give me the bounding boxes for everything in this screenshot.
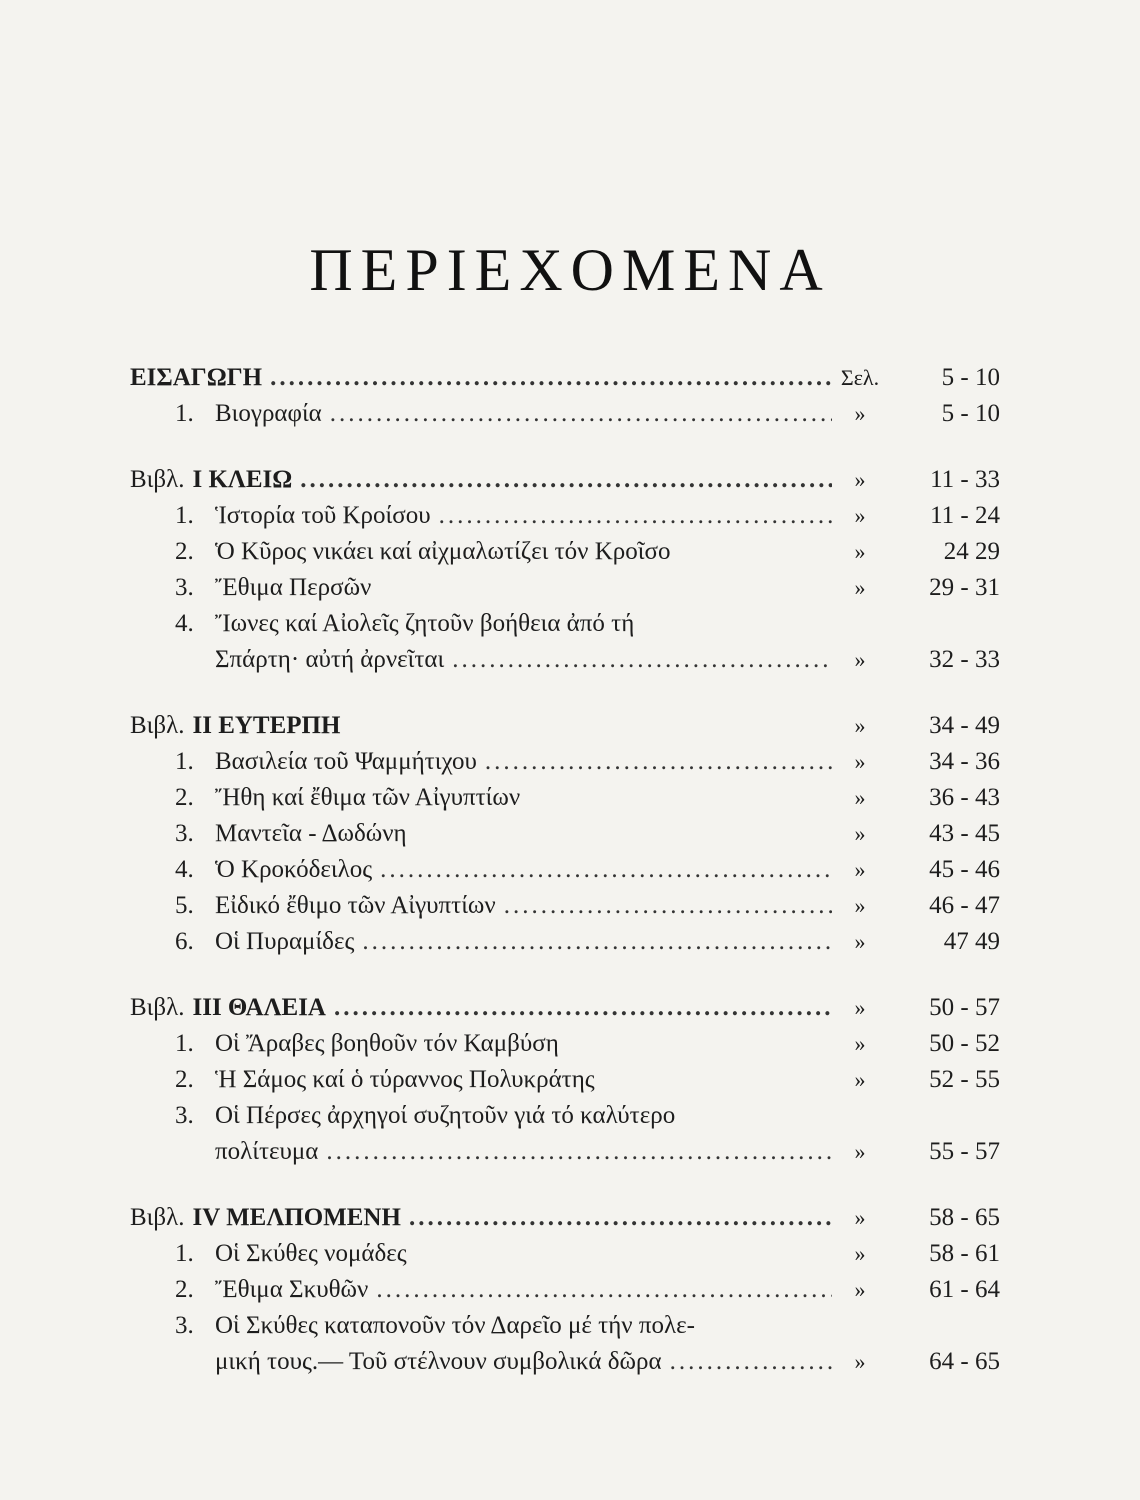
entry-title: Ἴωνες καί Αἰολεῖς ζητοῦν βοήθεια ἀπό τή: [215, 610, 635, 637]
toc-heading-row: [130, 990, 1000, 1026]
toc-entry-continuation: [130, 1344, 1000, 1380]
entry-number: 4.: [175, 856, 194, 883]
page-range: 52 - 55: [929, 1066, 1000, 1093]
page-range: 29 - 31: [929, 574, 1000, 601]
page-range: 46 - 47: [929, 892, 1000, 919]
toc-heading-row: [130, 708, 1000, 744]
entry-title: Βασιλεία τοῦ Ψαμμήτιχου: [215, 748, 477, 775]
dot-leader: [334, 994, 832, 1022]
ditto-mark: »: [854, 785, 866, 810]
ditto-mark: »: [854, 1277, 866, 1302]
ditto-mark: »: [854, 929, 866, 954]
toc-section-book-2: [130, 708, 1000, 960]
heading-label: ΕΙΣΑΓΩΓΗ: [130, 364, 263, 391]
toc-entry: [130, 1026, 1000, 1062]
toc-entry: [130, 396, 1000, 432]
ditto-mark: »: [854, 467, 866, 492]
entry-title: Οἱ Πέρσες ἀρχηγοί συζητοῦν γιά τό καλύτερο: [215, 1102, 676, 1129]
toc-entry: [130, 744, 1000, 780]
page-range: 64 - 65: [929, 1348, 1000, 1375]
entry-number: 4.: [175, 610, 194, 637]
toc-section-introduction: [130, 360, 1000, 432]
toc-entry: [130, 570, 1000, 606]
page-range: 32 - 33: [929, 646, 1000, 673]
entry-title: Ἤθη καί ἔθιμα τῶν Αἰγυπτίων: [215, 784, 521, 811]
dot-leader: [330, 400, 832, 428]
toc-entry: [130, 780, 1000, 816]
toc-entry: [130, 816, 1000, 852]
dot-leader: [670, 1348, 832, 1376]
page-range: 11 - 24: [930, 502, 1000, 529]
entry-title: Ὁ Κῦρος νικάει καί αἰχμαλωτίζει τόν Κροῖσο: [215, 538, 671, 565]
ditto-mark: »: [854, 749, 866, 774]
dot-leader: [326, 1138, 832, 1166]
entry-number: 3.: [175, 574, 194, 601]
entry-number: 1.: [175, 502, 194, 529]
entry-title: Ἔθιμα Περσῶν: [215, 574, 372, 601]
ditto-mark: »: [854, 893, 866, 918]
entry-title-continued: πολίτευμα: [215, 1138, 319, 1165]
toc-entry: [130, 498, 1000, 534]
entry-number: 2.: [175, 1066, 194, 1093]
book-prefix: Βιβλ.: [130, 1204, 185, 1231]
heading-label: III ΘΑΛΕΙΑ: [192, 994, 326, 1021]
toc-heading-row: [130, 360, 1000, 396]
toc-section-book-1: [130, 462, 1000, 678]
page-range: 47 49: [943, 928, 1000, 955]
page-range: 58 - 65: [929, 1204, 1000, 1231]
entry-number: 2.: [175, 1276, 194, 1303]
toc-entry: [130, 924, 1000, 960]
ditto-mark: »: [854, 503, 866, 528]
ditto-mark: »: [854, 821, 866, 846]
book-prefix: Βιβλ.: [130, 712, 185, 739]
page-range: 5 - 10: [941, 400, 1000, 427]
entry-number: 3.: [175, 820, 194, 847]
toc-entry: [130, 1098, 1000, 1134]
page-range: 24 29: [943, 538, 1000, 565]
ditto-mark: »: [854, 1241, 866, 1266]
ditto-mark: »: [854, 995, 866, 1020]
entry-title-continued: μική τους.— Τοῦ στέλνουν συμβολικά δῶρα: [215, 1348, 662, 1375]
toc-entry-continuation: [130, 642, 1000, 678]
entry-title: Οἱ Ἄραβες βοηθοῦν τόν Καμβύση: [215, 1030, 559, 1057]
page-range: 58 - 61: [929, 1240, 1000, 1267]
toc-entry-continuation: [130, 1134, 1000, 1170]
entry-number: 1.: [175, 1240, 194, 1267]
ditto-mark: »: [854, 575, 866, 600]
entry-title: Οἱ Πυραμίδες: [215, 928, 355, 955]
book-prefix: Βιβλ.: [130, 994, 185, 1021]
toc-heading-row: [130, 1200, 1000, 1236]
toc-section-book-4: [130, 1200, 1000, 1380]
page-abbrev: Σελ.: [840, 365, 880, 390]
ditto-mark: »: [854, 401, 866, 426]
toc-entry: [130, 1236, 1000, 1272]
toc-entry: [130, 852, 1000, 888]
dot-leader: [362, 928, 832, 956]
page-range: 34 - 36: [929, 748, 1000, 775]
heading-label: I ΚΛΕΙΩ: [192, 466, 293, 493]
page-range: 34 - 49: [929, 712, 1000, 739]
entry-title: Εἰδικό ἔθιμο τῶν Αἰγυπτίων: [215, 892, 496, 919]
dot-leader: [504, 892, 832, 920]
ditto-mark: »: [854, 1349, 866, 1374]
toc-section-book-3: [130, 990, 1000, 1170]
toc-heading-row: [130, 462, 1000, 498]
dot-leader: [270, 364, 832, 392]
entry-number: 6.: [175, 928, 194, 955]
page-range: 36 - 43: [929, 784, 1000, 811]
entry-title: Ὁ Κροκόδειλος: [215, 856, 373, 883]
entry-number: 5.: [175, 892, 194, 919]
dot-leader: [439, 502, 832, 530]
entry-title: Βιογραφία: [215, 400, 322, 427]
dot-leader: [380, 856, 832, 884]
entry-number: 3.: [175, 1102, 194, 1129]
ditto-mark: »: [854, 1139, 866, 1164]
page-range: 43 - 45: [929, 820, 1000, 847]
table-of-contents: [130, 360, 1000, 1410]
entry-title: Ἡ Σάμος καί ὁ τύραννος Πολυκράτης: [215, 1066, 595, 1093]
book-prefix: Βιβλ.: [130, 466, 185, 493]
entry-number: 1.: [175, 400, 194, 427]
ditto-mark: »: [854, 1031, 866, 1056]
heading-label: II ΕΥΤΕΡΠΗ: [192, 712, 341, 739]
dot-leader: [452, 646, 832, 674]
page-range: 55 - 57: [929, 1138, 1000, 1165]
entry-number: 3.: [175, 1312, 194, 1339]
page-range: 5 - 10: [941, 364, 1000, 391]
toc-entry: [130, 1062, 1000, 1098]
dot-leader: [376, 1276, 832, 1304]
dot-leader: [300, 466, 832, 494]
entry-title: Οἱ Σκύθες καταπονοῦν τόν Δαρεῖο μέ τήν πολε-: [215, 1312, 695, 1339]
entry-title: Οἱ Σκύθες νομάδες: [215, 1240, 407, 1267]
heading-label: IV ΜΕΛΠΟΜΕΝΗ: [192, 1204, 401, 1231]
toc-entry: [130, 888, 1000, 924]
toc-entry: [130, 606, 1000, 642]
ditto-mark: »: [854, 857, 866, 882]
toc-entry: [130, 1272, 1000, 1308]
page-range: 45 - 46: [929, 856, 1000, 883]
ditto-mark: »: [854, 1205, 866, 1230]
toc-entry: [130, 534, 1000, 570]
entry-title: Ἱστορία τοῦ Κροίσου: [215, 502, 431, 529]
ditto-mark: »: [854, 713, 866, 738]
dot-leader: [485, 748, 832, 776]
entry-number: 2.: [175, 784, 194, 811]
entry-number: 1.: [175, 1030, 194, 1057]
page-range: 11 - 33: [930, 466, 1000, 493]
ditto-mark: »: [854, 539, 866, 564]
page-title: ΠΕΡΙΕΧΟΜΕΝΑ: [309, 237, 831, 303]
page-range: 50 - 57: [929, 994, 1000, 1021]
ditto-mark: »: [854, 647, 866, 672]
entry-number: 2.: [175, 538, 194, 565]
toc-entry: [130, 1308, 1000, 1344]
entry-title: Ἔθιμα Σκυθῶν: [215, 1276, 369, 1303]
ditto-mark: »: [854, 1067, 866, 1092]
page-range: 61 - 64: [929, 1276, 1000, 1303]
page-range: 50 - 52: [929, 1030, 1000, 1057]
dot-leader: [409, 1204, 832, 1232]
entry-title-continued: Σπάρτη· αὐτή ἀρνεῖται: [215, 646, 445, 673]
entry-number: 1.: [175, 748, 194, 775]
entry-title: Μαντεῖα - Δωδώνη: [215, 820, 407, 847]
